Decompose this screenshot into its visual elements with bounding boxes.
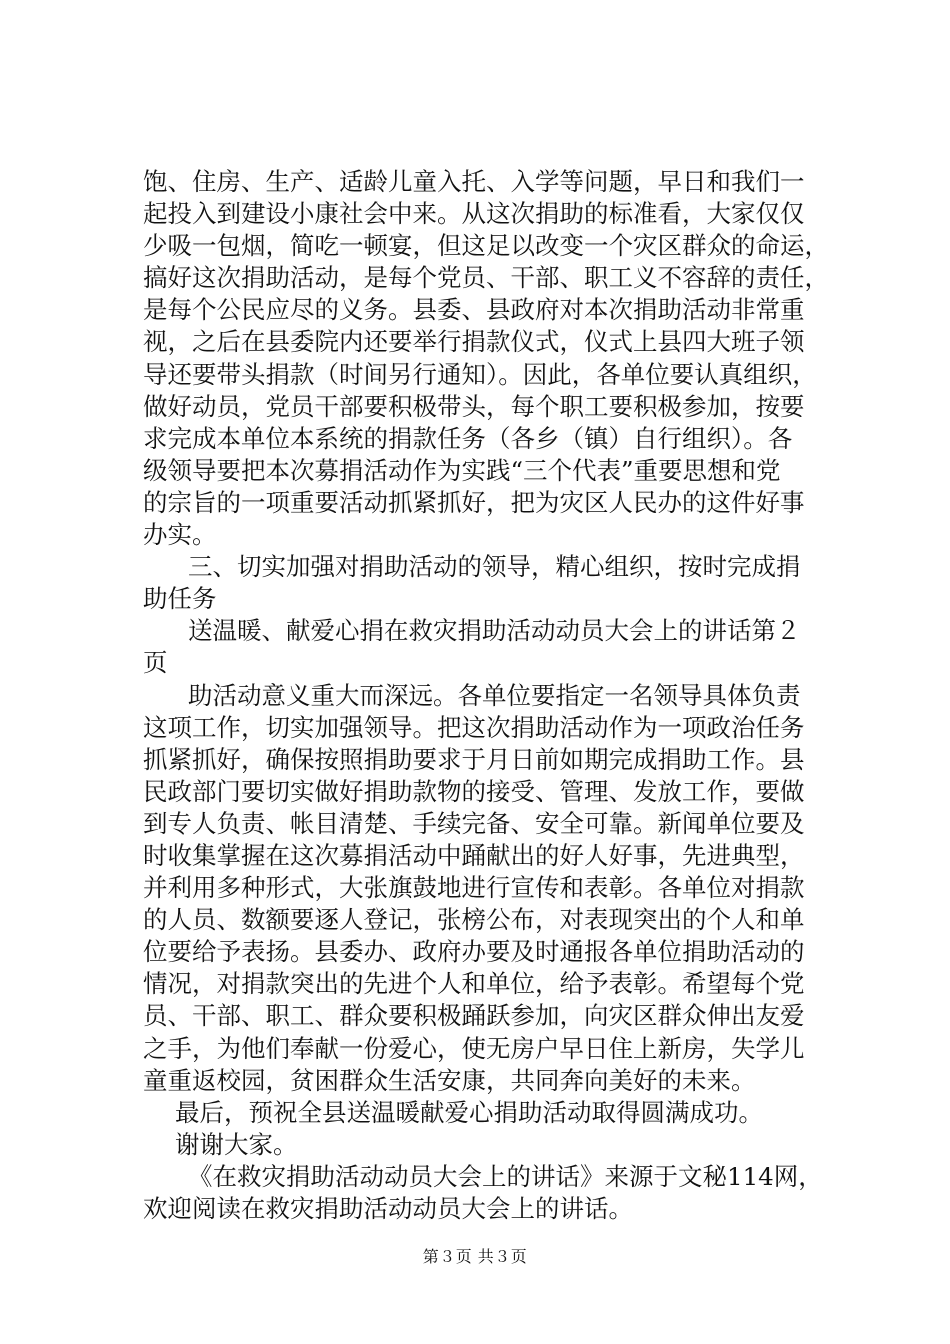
text-line: 员、干部、职工、群众要积极踊跃参加，向灾区群众伸出友爱 bbox=[143, 1001, 805, 1031]
text-line: 饱、住房、生产、适龄儿童入托、入学等问题，早日和我们一 bbox=[143, 167, 805, 196]
text-line: 的宗旨的一项重要活动抓紧抓好，把为灾区人民办的这件好事 bbox=[143, 487, 805, 517]
text-line: 少吸一包烟，简吃一顿宴，但这足以改变一个灾区群众的命运， bbox=[143, 231, 829, 261]
text-line: 起投入到建设小康社会中来。从这次捐助的标准看，大家仅仅 bbox=[143, 199, 805, 229]
text-line: 的人员、数额要逐人登记，张榜公布，对表现突出的个人和单 bbox=[143, 905, 805, 935]
text-line: 并利用多种形式，大张旗鼓地进行宣传和表彰。各单位对捐款 bbox=[143, 873, 805, 903]
text-line: 导还要带头捐款（时间另行通知）。因此，各单位要认真组织， bbox=[143, 359, 817, 389]
text-line: 搞好这次捐助活动，是每个党员、干部、职工义不容辞的责任， bbox=[143, 263, 829, 293]
text-line: 童重返校园，贫困群众生活安康，共同奔向美好的未来。 bbox=[143, 1065, 756, 1095]
text-line: 抓紧抓好，确保按照捐助要求于月日前如期完成捐助工作。县 bbox=[143, 744, 805, 774]
page-title-line: 送温暖、献爱心捐在救灾捐助活动动员大会上的讲话第２ bbox=[188, 616, 801, 646]
text-line: 情况，对捐款突出的先进个人和单位，给予表彰。希望每个党 bbox=[143, 969, 805, 999]
section-heading: 三、切实加强对捐助活动的领导，精心组织，按时完成捐 bbox=[188, 552, 801, 582]
source-line: 《在救灾捐助活动动员大会上的讲话》来源于文秘114网， bbox=[188, 1161, 823, 1191]
text-line: 视，之后在县委院内还要举行捐款仪式，仪式上县四大班子领 bbox=[143, 327, 805, 357]
text-line: 求完成本单位本系统的捐款任务（各乡（镇）自行组织）。各 bbox=[143, 423, 793, 453]
closing-line: 最后，预祝全县送温暖献爱心捐助活动取得圆满成功。 bbox=[175, 1097, 763, 1127]
page-number: 第３页 共３页 bbox=[422, 1247, 528, 1266]
page-title-line: 页 bbox=[143, 648, 168, 678]
source-line: 欢迎阅读在救灾捐助活动动员大会上的讲话。 bbox=[143, 1194, 633, 1223]
document-body bbox=[143, 166, 829, 1225]
text-line: 助活动意义重大而深远。各单位要指定一名领导具体负责 bbox=[188, 680, 801, 710]
page-footer bbox=[0, 1247, 950, 1267]
text-line: 到专人负责、帐目清楚、手续完备、安全可靠。新闻单位要及 bbox=[143, 808, 805, 838]
text-line: 做好动员，党员干部要积极带头，每个职工要积极参加，按要 bbox=[143, 391, 805, 421]
text-line: 这项工作，切实加强领导。把这次捐助活动作为一项政治任务 bbox=[143, 712, 805, 742]
text-line: 之手，为他们奉献一份爱心，使无房户早日住上新房，失学儿 bbox=[143, 1033, 805, 1063]
text-line: 民政部门要切实做好捐助款物的接受、管理、发放工作，要做 bbox=[143, 776, 805, 806]
thanks-line: 谢谢大家。 bbox=[175, 1129, 298, 1159]
text-line: 办实。 bbox=[143, 520, 217, 550]
text-line: 位要给予表扬。县委办、政府办要及时通报各单位捐助活动的 bbox=[143, 937, 805, 967]
section-heading-continued: 助任务 bbox=[143, 584, 217, 614]
text-line: 级领导要把本次募捐活动作为实践“三个代表”重要思想和党 bbox=[143, 455, 781, 485]
text-line: 是每个公民应尽的义务。县委、县政府对本次捐助活动非常重 bbox=[143, 295, 805, 325]
text-line: 时收集掌握在这次募捐活动中踊献出的好人好事，先进典型， bbox=[143, 840, 805, 870]
